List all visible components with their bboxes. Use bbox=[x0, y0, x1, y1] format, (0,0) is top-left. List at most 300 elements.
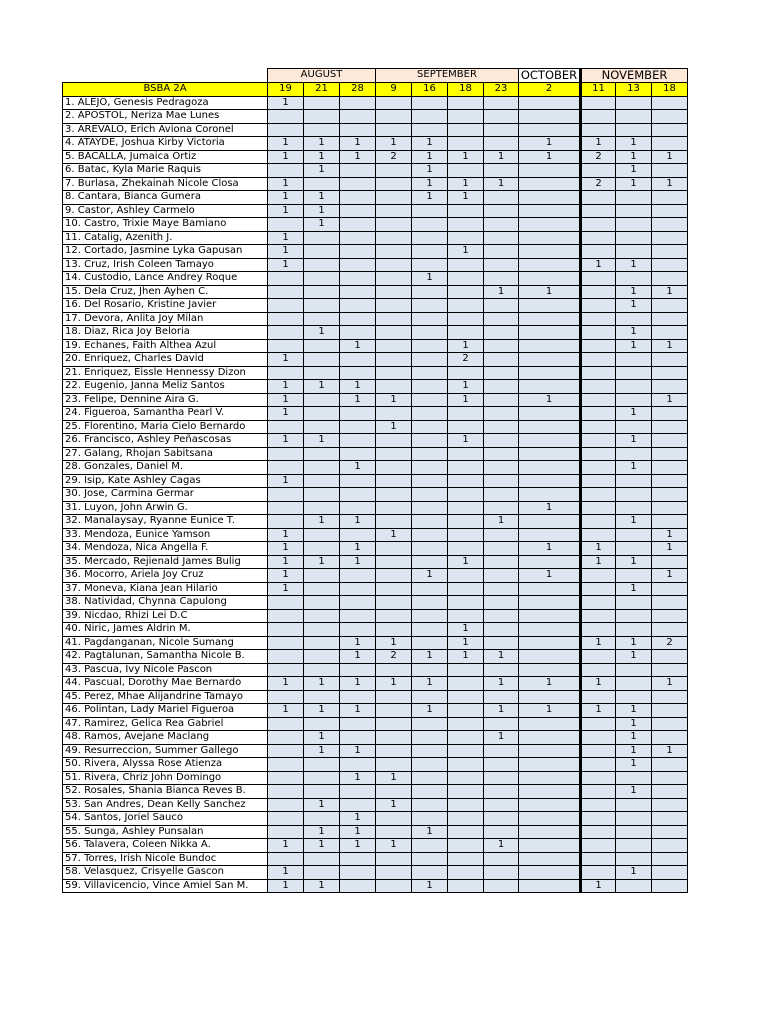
attendance-cell[interactable] bbox=[616, 825, 652, 839]
attendance-cell[interactable] bbox=[519, 717, 581, 731]
attendance-cell[interactable] bbox=[652, 110, 688, 124]
attendance-cell[interactable] bbox=[340, 272, 376, 286]
attendance-cell[interactable]: 1 bbox=[268, 380, 304, 394]
attendance-cell[interactable] bbox=[616, 488, 652, 502]
attendance-cell[interactable] bbox=[484, 393, 519, 407]
attendance-cell[interactable] bbox=[304, 623, 340, 637]
attendance-cell[interactable] bbox=[412, 542, 448, 556]
attendance-cell[interactable] bbox=[484, 488, 519, 502]
attendance-cell[interactable] bbox=[376, 515, 412, 529]
attendance-cell[interactable] bbox=[340, 123, 376, 137]
attendance-cell[interactable] bbox=[340, 798, 376, 812]
attendance-cell[interactable]: 1 bbox=[616, 636, 652, 650]
attendance-cell[interactable] bbox=[581, 528, 616, 542]
attendance-cell[interactable] bbox=[412, 501, 448, 515]
attendance-cell[interactable]: 1 bbox=[616, 582, 652, 596]
attendance-cell[interactable]: 1 bbox=[448, 380, 484, 394]
attendance-cell[interactable] bbox=[268, 272, 304, 286]
attendance-cell[interactable]: 1 bbox=[376, 839, 412, 853]
attendance-cell[interactable]: 1 bbox=[652, 528, 688, 542]
attendance-cell[interactable] bbox=[652, 488, 688, 502]
attendance-cell[interactable]: 1 bbox=[340, 542, 376, 556]
attendance-cell[interactable] bbox=[304, 339, 340, 353]
attendance-cell[interactable] bbox=[652, 812, 688, 826]
attendance-cell[interactable] bbox=[268, 852, 304, 866]
attendance-cell[interactable] bbox=[581, 771, 616, 785]
attendance-cell[interactable]: 1 bbox=[376, 677, 412, 691]
attendance-cell[interactable]: 1 bbox=[616, 717, 652, 731]
attendance-cell[interactable]: 2 bbox=[376, 150, 412, 164]
attendance-cell[interactable] bbox=[304, 663, 340, 677]
attendance-cell[interactable] bbox=[304, 785, 340, 799]
attendance-cell[interactable] bbox=[340, 663, 376, 677]
attendance-cell[interactable] bbox=[581, 339, 616, 353]
attendance-cell[interactable] bbox=[376, 555, 412, 569]
attendance-cell[interactable] bbox=[448, 677, 484, 691]
attendance-cell[interactable] bbox=[484, 123, 519, 137]
attendance-cell[interactable]: 1 bbox=[616, 555, 652, 569]
attendance-cell[interactable] bbox=[268, 110, 304, 124]
attendance-cell[interactable] bbox=[652, 204, 688, 218]
attendance-cell[interactable] bbox=[268, 650, 304, 664]
attendance-cell[interactable] bbox=[412, 380, 448, 394]
attendance-cell[interactable] bbox=[519, 353, 581, 367]
attendance-cell[interactable]: 1 bbox=[412, 177, 448, 191]
attendance-cell[interactable] bbox=[448, 501, 484, 515]
attendance-cell[interactable]: 1 bbox=[616, 731, 652, 745]
attendance-cell[interactable]: 1 bbox=[412, 272, 448, 286]
attendance-cell[interactable] bbox=[519, 110, 581, 124]
attendance-cell[interactable]: 1 bbox=[340, 137, 376, 151]
attendance-cell[interactable] bbox=[484, 312, 519, 326]
attendance-cell[interactable] bbox=[448, 366, 484, 380]
attendance-cell[interactable] bbox=[519, 488, 581, 502]
attendance-cell[interactable] bbox=[652, 299, 688, 313]
attendance-cell[interactable] bbox=[304, 366, 340, 380]
attendance-cell[interactable] bbox=[616, 609, 652, 623]
attendance-cell[interactable] bbox=[412, 299, 448, 313]
attendance-cell[interactable] bbox=[616, 569, 652, 583]
attendance-cell[interactable] bbox=[412, 528, 448, 542]
attendance-cell[interactable] bbox=[519, 636, 581, 650]
attendance-cell[interactable] bbox=[412, 353, 448, 367]
attendance-cell[interactable] bbox=[616, 123, 652, 137]
attendance-cell[interactable]: 1 bbox=[581, 555, 616, 569]
attendance-cell[interactable] bbox=[340, 353, 376, 367]
attendance-cell[interactable]: 1 bbox=[304, 555, 340, 569]
attendance-cell[interactable] bbox=[340, 312, 376, 326]
attendance-cell[interactable] bbox=[448, 123, 484, 137]
attendance-cell[interactable] bbox=[268, 123, 304, 137]
attendance-cell[interactable] bbox=[304, 528, 340, 542]
attendance-cell[interactable]: 1 bbox=[616, 744, 652, 758]
attendance-cell[interactable] bbox=[268, 515, 304, 529]
attendance-cell[interactable] bbox=[652, 501, 688, 515]
attendance-cell[interactable] bbox=[616, 677, 652, 691]
attendance-cell[interactable]: 1 bbox=[581, 677, 616, 691]
attendance-cell[interactable] bbox=[340, 569, 376, 583]
attendance-cell[interactable] bbox=[581, 204, 616, 218]
attendance-cell[interactable] bbox=[412, 839, 448, 853]
attendance-cell[interactable] bbox=[484, 542, 519, 556]
attendance-cell[interactable]: 1 bbox=[268, 582, 304, 596]
attendance-cell[interactable] bbox=[519, 272, 581, 286]
attendance-cell[interactable]: 1 bbox=[304, 798, 340, 812]
attendance-cell[interactable] bbox=[304, 717, 340, 731]
attendance-cell[interactable] bbox=[652, 461, 688, 475]
attendance-cell[interactable] bbox=[268, 812, 304, 826]
attendance-cell[interactable] bbox=[652, 164, 688, 178]
attendance-cell[interactable] bbox=[304, 596, 340, 610]
attendance-cell[interactable] bbox=[376, 339, 412, 353]
attendance-cell[interactable] bbox=[268, 758, 304, 772]
attendance-cell[interactable]: 1 bbox=[581, 704, 616, 718]
attendance-cell[interactable] bbox=[268, 663, 304, 677]
attendance-cell[interactable] bbox=[652, 272, 688, 286]
attendance-cell[interactable] bbox=[484, 879, 519, 893]
attendance-cell[interactable] bbox=[376, 582, 412, 596]
attendance-cell[interactable] bbox=[581, 839, 616, 853]
attendance-cell[interactable]: 1 bbox=[268, 704, 304, 718]
attendance-cell[interactable] bbox=[652, 326, 688, 340]
attendance-cell[interactable] bbox=[616, 839, 652, 853]
attendance-cell[interactable] bbox=[412, 474, 448, 488]
attendance-cell[interactable]: 1 bbox=[376, 393, 412, 407]
attendance-cell[interactable]: 1 bbox=[268, 866, 304, 880]
attendance-cell[interactable]: 1 bbox=[616, 137, 652, 151]
attendance-cell[interactable]: 1 bbox=[484, 150, 519, 164]
attendance-cell[interactable] bbox=[376, 123, 412, 137]
attendance-cell[interactable] bbox=[268, 164, 304, 178]
attendance-cell[interactable] bbox=[484, 852, 519, 866]
attendance-cell[interactable] bbox=[652, 258, 688, 272]
attendance-cell[interactable]: 1 bbox=[616, 150, 652, 164]
attendance-cell[interactable]: 1 bbox=[581, 636, 616, 650]
attendance-cell[interactable] bbox=[616, 96, 652, 110]
attendance-cell[interactable] bbox=[484, 636, 519, 650]
attendance-cell[interactable]: 1 bbox=[616, 515, 652, 529]
attendance-cell[interactable] bbox=[652, 474, 688, 488]
attendance-cell[interactable] bbox=[268, 771, 304, 785]
attendance-cell[interactable] bbox=[304, 96, 340, 110]
attendance-cell[interactable] bbox=[268, 785, 304, 799]
attendance-cell[interactable] bbox=[581, 744, 616, 758]
attendance-cell[interactable] bbox=[376, 663, 412, 677]
attendance-cell[interactable] bbox=[581, 866, 616, 880]
attendance-cell[interactable]: 1 bbox=[376, 528, 412, 542]
attendance-cell[interactable]: 1 bbox=[268, 677, 304, 691]
attendance-cell[interactable] bbox=[652, 650, 688, 664]
attendance-cell[interactable] bbox=[448, 812, 484, 826]
attendance-cell[interactable] bbox=[268, 596, 304, 610]
attendance-cell[interactable] bbox=[376, 312, 412, 326]
attendance-cell[interactable] bbox=[340, 164, 376, 178]
attendance-cell[interactable] bbox=[519, 380, 581, 394]
attendance-cell[interactable] bbox=[616, 812, 652, 826]
attendance-cell[interactable] bbox=[616, 852, 652, 866]
attendance-cell[interactable]: 1 bbox=[616, 407, 652, 421]
attendance-cell[interactable] bbox=[581, 785, 616, 799]
attendance-cell[interactable]: 1 bbox=[268, 569, 304, 583]
attendance-cell[interactable] bbox=[268, 285, 304, 299]
attendance-cell[interactable] bbox=[412, 110, 448, 124]
attendance-cell[interactable] bbox=[376, 812, 412, 826]
attendance-cell[interactable] bbox=[484, 96, 519, 110]
attendance-cell[interactable]: 1 bbox=[652, 177, 688, 191]
attendance-cell[interactable] bbox=[268, 366, 304, 380]
attendance-cell[interactable] bbox=[581, 447, 616, 461]
attendance-cell[interactable] bbox=[376, 704, 412, 718]
attendance-cell[interactable] bbox=[581, 366, 616, 380]
attendance-cell[interactable] bbox=[616, 501, 652, 515]
attendance-cell[interactable] bbox=[412, 488, 448, 502]
attendance-cell[interactable] bbox=[304, 177, 340, 191]
attendance-cell[interactable]: 1 bbox=[304, 839, 340, 853]
attendance-cell[interactable] bbox=[484, 771, 519, 785]
attendance-cell[interactable] bbox=[484, 407, 519, 421]
attendance-cell[interactable] bbox=[484, 231, 519, 245]
attendance-cell[interactable]: 1 bbox=[448, 393, 484, 407]
attendance-cell[interactable]: 1 bbox=[519, 285, 581, 299]
attendance-cell[interactable] bbox=[519, 744, 581, 758]
attendance-cell[interactable] bbox=[304, 123, 340, 137]
attendance-cell[interactable] bbox=[448, 609, 484, 623]
attendance-cell[interactable]: 2 bbox=[376, 650, 412, 664]
attendance-cell[interactable] bbox=[448, 866, 484, 880]
attendance-cell[interactable]: 2 bbox=[652, 636, 688, 650]
attendance-cell[interactable] bbox=[412, 258, 448, 272]
attendance-cell[interactable] bbox=[340, 623, 376, 637]
attendance-cell[interactable]: 1 bbox=[304, 204, 340, 218]
attendance-cell[interactable] bbox=[581, 798, 616, 812]
attendance-cell[interactable]: 1 bbox=[376, 636, 412, 650]
attendance-cell[interactable] bbox=[519, 690, 581, 704]
attendance-cell[interactable] bbox=[448, 771, 484, 785]
attendance-cell[interactable] bbox=[304, 245, 340, 259]
attendance-cell[interactable]: 1 bbox=[652, 569, 688, 583]
attendance-cell[interactable] bbox=[448, 704, 484, 718]
attendance-cell[interactable] bbox=[616, 447, 652, 461]
attendance-cell[interactable] bbox=[376, 272, 412, 286]
attendance-cell[interactable]: 1 bbox=[652, 744, 688, 758]
attendance-cell[interactable] bbox=[581, 474, 616, 488]
attendance-cell[interactable] bbox=[448, 447, 484, 461]
attendance-cell[interactable] bbox=[412, 204, 448, 218]
attendance-cell[interactable]: 1 bbox=[412, 191, 448, 205]
attendance-cell[interactable]: 1 bbox=[304, 825, 340, 839]
attendance-cell[interactable] bbox=[340, 420, 376, 434]
attendance-cell[interactable]: 1 bbox=[268, 231, 304, 245]
attendance-cell[interactable] bbox=[581, 623, 616, 637]
attendance-cell[interactable] bbox=[519, 650, 581, 664]
attendance-cell[interactable] bbox=[484, 366, 519, 380]
attendance-cell[interactable]: 1 bbox=[376, 420, 412, 434]
attendance-cell[interactable]: 1 bbox=[304, 704, 340, 718]
attendance-cell[interactable]: 1 bbox=[581, 137, 616, 151]
attendance-cell[interactable]: 1 bbox=[412, 137, 448, 151]
attendance-cell[interactable] bbox=[652, 231, 688, 245]
attendance-cell[interactable] bbox=[448, 258, 484, 272]
attendance-cell[interactable]: 1 bbox=[268, 528, 304, 542]
attendance-cell[interactable] bbox=[616, 353, 652, 367]
attendance-cell[interactable] bbox=[581, 650, 616, 664]
attendance-cell[interactable] bbox=[616, 191, 652, 205]
attendance-cell[interactable] bbox=[484, 690, 519, 704]
attendance-cell[interactable] bbox=[519, 582, 581, 596]
attendance-cell[interactable] bbox=[519, 366, 581, 380]
attendance-cell[interactable] bbox=[448, 488, 484, 502]
attendance-cell[interactable] bbox=[616, 218, 652, 232]
attendance-cell[interactable]: 1 bbox=[616, 326, 652, 340]
attendance-cell[interactable] bbox=[412, 339, 448, 353]
attendance-cell[interactable]: 1 bbox=[340, 839, 376, 853]
attendance-cell[interactable] bbox=[340, 596, 376, 610]
attendance-cell[interactable] bbox=[376, 326, 412, 340]
attendance-cell[interactable] bbox=[340, 474, 376, 488]
attendance-cell[interactable] bbox=[616, 204, 652, 218]
attendance-cell[interactable] bbox=[340, 191, 376, 205]
attendance-cell[interactable] bbox=[652, 96, 688, 110]
attendance-cell[interactable] bbox=[652, 515, 688, 529]
attendance-cell[interactable] bbox=[448, 164, 484, 178]
attendance-cell[interactable] bbox=[340, 434, 376, 448]
attendance-cell[interactable]: 1 bbox=[484, 285, 519, 299]
attendance-cell[interactable] bbox=[484, 609, 519, 623]
attendance-cell[interactable] bbox=[519, 771, 581, 785]
attendance-cell[interactable] bbox=[412, 407, 448, 421]
attendance-cell[interactable] bbox=[484, 218, 519, 232]
attendance-cell[interactable] bbox=[519, 812, 581, 826]
attendance-cell[interactable]: 1 bbox=[304, 137, 340, 151]
attendance-cell[interactable] bbox=[581, 488, 616, 502]
attendance-cell[interactable] bbox=[519, 123, 581, 137]
attendance-cell[interactable] bbox=[412, 447, 448, 461]
attendance-cell[interactable] bbox=[268, 488, 304, 502]
attendance-cell[interactable] bbox=[448, 312, 484, 326]
attendance-cell[interactable] bbox=[519, 164, 581, 178]
attendance-cell[interactable] bbox=[340, 299, 376, 313]
attendance-cell[interactable] bbox=[484, 717, 519, 731]
attendance-cell[interactable]: 1 bbox=[340, 704, 376, 718]
attendance-cell[interactable] bbox=[581, 717, 616, 731]
attendance-cell[interactable]: 1 bbox=[412, 825, 448, 839]
attendance-cell[interactable] bbox=[519, 231, 581, 245]
attendance-cell[interactable]: 1 bbox=[616, 258, 652, 272]
attendance-cell[interactable] bbox=[448, 515, 484, 529]
attendance-cell[interactable]: 1 bbox=[616, 164, 652, 178]
attendance-cell[interactable] bbox=[519, 312, 581, 326]
attendance-cell[interactable]: 1 bbox=[616, 704, 652, 718]
attendance-cell[interactable] bbox=[484, 785, 519, 799]
attendance-cell[interactable] bbox=[376, 609, 412, 623]
attendance-cell[interactable] bbox=[340, 285, 376, 299]
attendance-cell[interactable]: 1 bbox=[448, 555, 484, 569]
attendance-cell[interactable] bbox=[519, 758, 581, 772]
attendance-cell[interactable] bbox=[581, 218, 616, 232]
attendance-cell[interactable] bbox=[484, 663, 519, 677]
attendance-cell[interactable] bbox=[304, 285, 340, 299]
attendance-cell[interactable] bbox=[581, 501, 616, 515]
attendance-cell[interactable] bbox=[448, 596, 484, 610]
attendance-cell[interactable] bbox=[304, 461, 340, 475]
attendance-cell[interactable] bbox=[340, 407, 376, 421]
attendance-cell[interactable] bbox=[652, 555, 688, 569]
attendance-cell[interactable]: 1 bbox=[448, 636, 484, 650]
attendance-cell[interactable] bbox=[268, 731, 304, 745]
attendance-cell[interactable] bbox=[412, 123, 448, 137]
attendance-cell[interactable] bbox=[484, 623, 519, 637]
attendance-cell[interactable]: 1 bbox=[304, 731, 340, 745]
attendance-cell[interactable]: 1 bbox=[412, 150, 448, 164]
attendance-cell[interactable] bbox=[376, 353, 412, 367]
attendance-cell[interactable]: 1 bbox=[412, 704, 448, 718]
attendance-cell[interactable]: 1 bbox=[448, 245, 484, 259]
attendance-cell[interactable] bbox=[652, 609, 688, 623]
attendance-cell[interactable] bbox=[268, 636, 304, 650]
attendance-cell[interactable] bbox=[484, 825, 519, 839]
attendance-cell[interactable] bbox=[304, 542, 340, 556]
attendance-cell[interactable] bbox=[616, 380, 652, 394]
attendance-cell[interactable] bbox=[340, 366, 376, 380]
attendance-cell[interactable]: 1 bbox=[616, 650, 652, 664]
attendance-cell[interactable] bbox=[484, 501, 519, 515]
attendance-cell[interactable] bbox=[652, 137, 688, 151]
attendance-cell[interactable] bbox=[652, 245, 688, 259]
attendance-cell[interactable] bbox=[412, 96, 448, 110]
attendance-cell[interactable] bbox=[652, 312, 688, 326]
attendance-cell[interactable] bbox=[484, 299, 519, 313]
attendance-cell[interactable] bbox=[519, 515, 581, 529]
attendance-cell[interactable] bbox=[581, 96, 616, 110]
attendance-cell[interactable] bbox=[581, 420, 616, 434]
attendance-cell[interactable] bbox=[412, 690, 448, 704]
attendance-cell[interactable] bbox=[519, 879, 581, 893]
attendance-cell[interactable]: 1 bbox=[304, 380, 340, 394]
attendance-cell[interactable]: 2 bbox=[448, 353, 484, 367]
attendance-cell[interactable] bbox=[340, 326, 376, 340]
attendance-cell[interactable] bbox=[268, 312, 304, 326]
attendance-cell[interactable] bbox=[448, 731, 484, 745]
attendance-cell[interactable] bbox=[376, 245, 412, 259]
attendance-cell[interactable] bbox=[484, 434, 519, 448]
attendance-cell[interactable] bbox=[581, 690, 616, 704]
attendance-cell[interactable] bbox=[412, 609, 448, 623]
attendance-cell[interactable] bbox=[376, 191, 412, 205]
attendance-cell[interactable]: 1 bbox=[652, 150, 688, 164]
attendance-cell[interactable] bbox=[376, 164, 412, 178]
attendance-cell[interactable]: 1 bbox=[268, 434, 304, 448]
attendance-cell[interactable] bbox=[340, 488, 376, 502]
attendance-cell[interactable] bbox=[376, 744, 412, 758]
attendance-cell[interactable]: 1 bbox=[268, 542, 304, 556]
attendance-cell[interactable]: 1 bbox=[484, 177, 519, 191]
attendance-cell[interactable] bbox=[519, 866, 581, 880]
attendance-cell[interactable] bbox=[519, 731, 581, 745]
attendance-cell[interactable]: 1 bbox=[340, 555, 376, 569]
attendance-cell[interactable] bbox=[616, 393, 652, 407]
attendance-cell[interactable] bbox=[304, 636, 340, 650]
attendance-cell[interactable] bbox=[376, 474, 412, 488]
attendance-cell[interactable] bbox=[412, 393, 448, 407]
attendance-cell[interactable] bbox=[448, 825, 484, 839]
attendance-cell[interactable] bbox=[652, 717, 688, 731]
attendance-cell[interactable] bbox=[519, 555, 581, 569]
attendance-cell[interactable] bbox=[340, 177, 376, 191]
attendance-cell[interactable] bbox=[581, 164, 616, 178]
attendance-cell[interactable] bbox=[484, 555, 519, 569]
attendance-cell[interactable]: 2 bbox=[581, 177, 616, 191]
attendance-cell[interactable]: 1 bbox=[484, 650, 519, 664]
